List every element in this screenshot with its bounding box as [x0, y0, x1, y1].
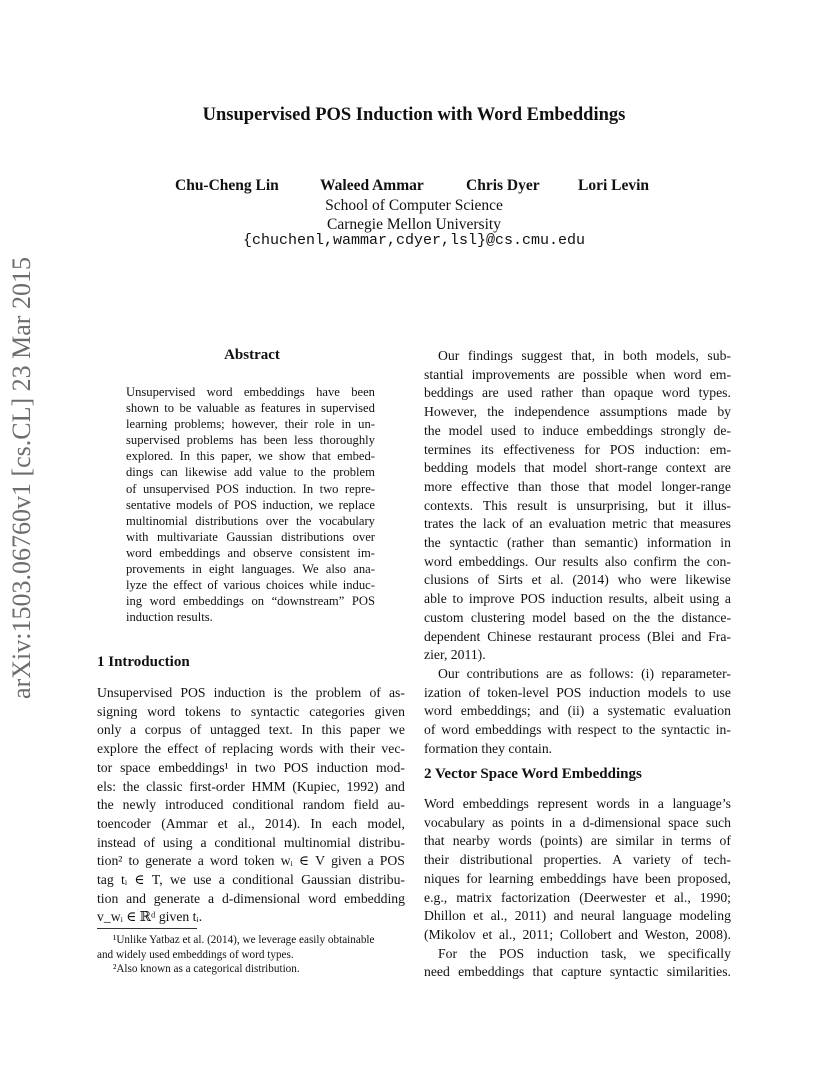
text-line: signing word tokens to syntactic categories given	[97, 703, 405, 719]
text-line: dependent Chinese restaurant process (Blei and Fra-	[424, 628, 731, 644]
text-line: termines its effectiveness for POS induction: em-	[424, 441, 731, 457]
text-line: trates the lack of an evaluation metric that measures	[424, 516, 731, 532]
affiliation-university: Carnegie Mellon University	[327, 216, 501, 233]
footnote-2: ²Also known as a categorical distribution.	[113, 963, 300, 975]
text-line: the model used to induce embeddings strongly de-	[424, 422, 731, 438]
right-column-paragraph-1	[424, 347, 731, 665]
text-line: Our findings suggest that, in both models, sub-	[438, 348, 731, 363]
text-line: v_wᵢ ∈ ℝᵈ given tᵢ.	[97, 909, 203, 925]
text-line: sentative models of POS induction, we replace	[126, 497, 375, 512]
author-name: Chris Dyer	[466, 177, 540, 194]
footnote-1-cont: and widely used embeddings of word types.	[97, 948, 294, 961]
section-heading-introduction: 1 Introduction	[97, 654, 190, 670]
text-line: custom clustering model based on the the distance-	[424, 609, 731, 625]
text-line: explored. In this paper, we show that embed-	[126, 449, 375, 464]
author-email: {chuchenl,wammar,cdyer,lsl}@cs.cmu.edu	[242, 232, 586, 249]
text-line: For the POS induction task, we specifically	[438, 945, 731, 961]
text-line: supervised problems has been less thoroughly	[126, 433, 375, 448]
text-line: of word embeddings with respect to the syntactic in-	[424, 722, 731, 738]
text-line: able to improve POS induction results, albeit using a	[424, 591, 731, 607]
text-line: niques for learning embeddings have been proposed,	[424, 870, 731, 886]
affiliation-school: School of Computer Science	[325, 197, 503, 214]
text-line: learning problems; however, their role in un-	[126, 417, 375, 432]
text-line: zier, 2011).	[424, 647, 486, 663]
text-line: that nearby words (points) are similar in terms of	[424, 833, 731, 849]
text-line: Our contributions are as follows: (i) reparameter-	[438, 666, 731, 681]
text-line: the newly introduced conditional random field au-	[97, 797, 405, 813]
text-line: tag tᵢ ∈ T, we use a conditional Gaussian distribu-	[97, 872, 405, 888]
abstract-heading: Abstract	[224, 347, 280, 363]
text-line: Unsupervised word embeddings have been	[126, 385, 375, 399]
right-column-paragraph-2	[424, 665, 731, 759]
text-line: word embeddings and observe consistent im-	[126, 545, 375, 560]
text-line: ing word embeddings on “downstream” POS	[126, 594, 375, 609]
text-line: only a corpus of untagged text. In this paper we	[97, 722, 405, 738]
text-line: However, the independence assumptions made by	[424, 404, 731, 420]
author-name: Chu-Cheng Lin	[175, 177, 279, 194]
text-line: toencoder (Ammar et al., 2014). In each model,	[97, 815, 405, 831]
text-line: els: the classic first-order HMM (Kupiec, 1992) and	[97, 778, 405, 794]
footnote-1: ¹Unlike Yatbaz et al. (2014), we leverage easily obtainable	[113, 934, 375, 946]
section-2-body	[424, 795, 731, 982]
introduction-body	[97, 684, 405, 927]
text-line: vocabulary as points in a d-dimensional space such	[424, 814, 731, 830]
text-line: multinomial distributions over the vocabulary	[126, 513, 375, 528]
text-line: of unsupervised POS induction. In two repre-	[126, 481, 375, 496]
author-name: Lori Levin	[578, 177, 650, 194]
text-line: their distributional properties. A variety of tech-	[424, 852, 731, 868]
text-line: (Mikolov et al., 2011; Collobert and Weston, 2008).	[424, 926, 731, 942]
text-line: word embeddings; and (ii) a systematic evaluation	[424, 703, 731, 719]
text-line: provements in eight languages. We also ana-	[126, 562, 375, 577]
footnotes	[97, 933, 405, 977]
text-line: clusions of Sirts et al. (2014) who were likewise	[424, 572, 731, 588]
text-line: tor space embeddings¹ in two POS induction mod-	[97, 759, 405, 775]
section-heading-vector-space-word-embeddings: 2 Vector Space Word Embeddings	[424, 766, 642, 782]
text-line: word embeddings. Our results also confirm the con-	[424, 553, 731, 569]
text-line: Unsupervised POS induction is the problem of as-	[97, 685, 405, 700]
text-line: tion² to generate a word token wᵢ ∈ V given a POS	[97, 853, 405, 869]
text-line: lyze the effect of various choices while induc-	[126, 578, 375, 593]
text-line: instead of using a conditional multinomial distribu-	[97, 834, 405, 850]
arxiv-watermark: arXiv:1503.06760v1 [cs.CL] 23 Mar 2015	[7, 257, 36, 699]
author-name: Waleed Ammar	[320, 177, 424, 194]
text-line: formation they contain.	[424, 740, 553, 756]
text-line: more effective than those that model longer-range	[424, 478, 731, 494]
text-line: bedding models that model short-range context are	[424, 460, 731, 476]
text-line: tion and generate a d-dimensional word embedding	[97, 890, 405, 906]
abstract-body	[126, 384, 375, 625]
footnote-rule	[97, 928, 197, 929]
text-line: e.g., matrix factorization (Deerwester et al., 1990;	[424, 889, 731, 905]
text-line: dings can likewise add value to the problem	[126, 465, 375, 480]
text-line: the syntactic (rather than semantic) information in	[424, 535, 731, 551]
text-line: Dhillon et al., 2011) and neural language modeling	[424, 908, 731, 924]
text-line: beddings are used rather than opaque word types.	[424, 385, 731, 401]
paper-title: Unsupervised POS Induction with Word Embeddings	[202, 105, 626, 125]
text-line: induction results.	[126, 610, 213, 625]
text-line: Word embeddings represent words in a language’s	[424, 796, 731, 811]
text-line: shown to be valuable as features in supervised	[126, 401, 375, 416]
text-line: with multivariate Gaussian distributions over	[126, 529, 375, 544]
text-line: stantial improvements are possible when word em-	[424, 366, 731, 382]
text-line: contexts. This result is unsurprising, but it illus-	[424, 497, 731, 513]
text-line: need embeddings that capture syntactic similarities.	[424, 964, 731, 980]
text-line: explore the effect of replacing words with their vec-	[97, 741, 405, 757]
text-line: ization of token-level POS induction models to use	[424, 684, 731, 700]
